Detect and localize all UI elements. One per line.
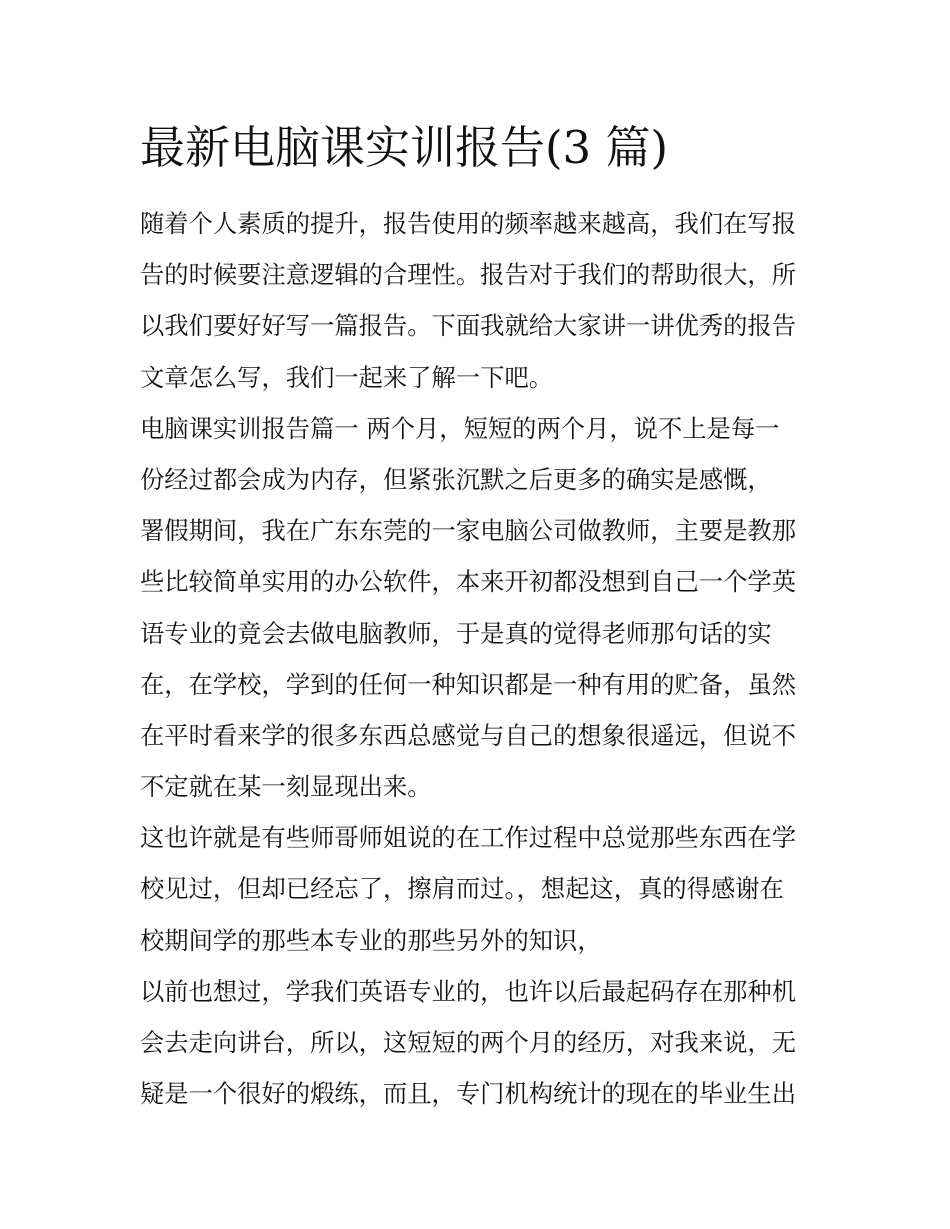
text-line: 会去走向讲台，所以，这短短的两个月的经历，对我来说，无 bbox=[140, 1028, 797, 1057]
text-line: 不定就在某一刻显现出来。 bbox=[140, 772, 432, 802]
text-line: 告的时候要注意逻辑的合理性。报告对于我们的帮助很大，所 bbox=[140, 260, 797, 290]
text-line: 校期间学的那些本专业的那些另外的知识， bbox=[140, 925, 602, 955]
text-line: 疑是一个很好的煅练，而且，专门机构统计的现在的毕业生出 bbox=[140, 1079, 797, 1109]
text-line: 以前也想过，学我们英语专业的，也许以后最起码存在那种机 bbox=[140, 976, 797, 1006]
text-line: 语专业的竟会去做电脑教师，于是真的觉得老师那句话的实 bbox=[140, 618, 772, 648]
text-line: 在，在学校，学到的任何一种知识都是一种有用的贮备，虽然 bbox=[140, 669, 797, 699]
text-line: 份经过都会成为内存，但紧张沉默之后更多的确实是感慨， bbox=[140, 464, 772, 494]
document-title: 最新电脑课实训报告(3 篇) bbox=[140, 121, 669, 174]
document-body bbox=[140, 198, 820, 1119]
text-line: 以我们要好好写一篇报告。下面我就给大家讲一讲优秀的报告 bbox=[140, 311, 797, 341]
text-line: 些比较简单实用的办公软件，本来开初都没想到自己一个学英 bbox=[140, 567, 797, 597]
text-line: 这也许就是有些师哥师姐说的在工作过程中总觉那些东西在学 bbox=[140, 823, 797, 853]
text-line: 电脑课实训报告篇一 两个月，短短的两个月，说不上是每一 bbox=[140, 413, 780, 443]
text-line: 文章怎么写，我们一起来了解一下吧。 bbox=[140, 362, 554, 392]
text-line: 随着个人素质的提升，报告使用的频率越来越高，我们在写报 bbox=[140, 209, 797, 238]
text-line: 署假期间，我在广东东莞的一家电脑公司做教师，主要是教那 bbox=[140, 516, 797, 546]
text-line: 在平时看来学的很多东西总感觉与自己的想象很遥远，但说不 bbox=[140, 720, 797, 750]
text-line: 校见过，但却已经忘了，擦肩而过。，想起这，真的得感谢在 bbox=[140, 874, 784, 904]
